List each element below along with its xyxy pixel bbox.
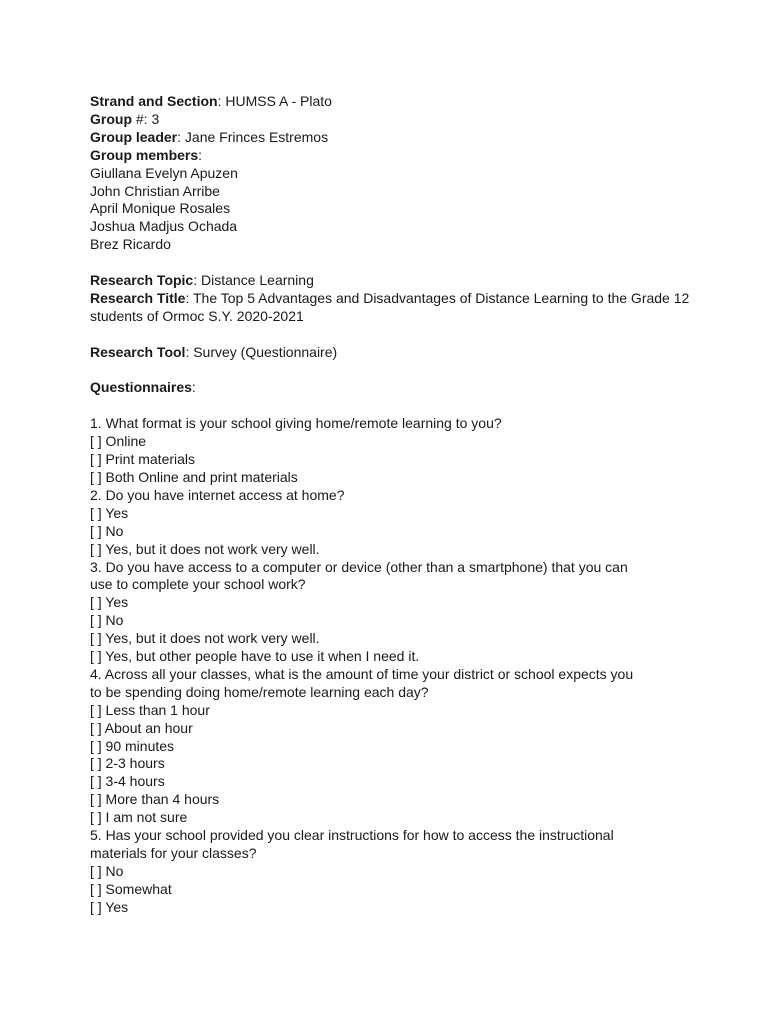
separator: : <box>177 128 185 145</box>
group-member: Brez Ricardo <box>90 236 171 253</box>
group-number-value: 3 <box>151 110 160 127</box>
strand-section-label: Strand and Section <box>90 93 218 109</box>
research-topic-value: Distance Learning <box>201 272 314 289</box>
group-member: Joshua Madjus Ochada <box>90 218 238 235</box>
question-text: 4. Across all your classes, what is the amount of time your district or school expects you <box>90 665 634 682</box>
question-text-continued: materials for your classes? <box>90 845 257 861</box>
spacer <box>90 397 690 415</box>
question-text: 3. Do you have access to a computer or device (other than a smartphone) that you can <box>90 558 628 575</box>
spacer <box>90 254 690 272</box>
group-member: Giullana Evelyn Apuzen <box>90 164 238 181</box>
answer-option[interactable]: [ ] No <box>90 612 124 629</box>
answer-option[interactable]: [ ] 90 minutes <box>90 737 175 754</box>
answer-option[interactable]: [ ] Both Online and print materials <box>90 468 298 485</box>
group-member: April Monique Rosales <box>90 200 231 217</box>
group-members-heading <box>90 147 690 165</box>
document-page <box>90 93 690 917</box>
research-topic-line <box>90 272 690 290</box>
research-tool-line <box>90 344 690 362</box>
research-tool-label: Research Tool <box>90 343 186 360</box>
separator: : <box>191 379 196 396</box>
answer-option[interactable]: [ ] Yes, but it does not work very well. <box>90 630 320 647</box>
answer-option[interactable]: [ ] I am not sure <box>90 809 188 826</box>
separator: : <box>217 93 226 109</box>
answer-option[interactable]: [ ] About an hour <box>90 719 193 736</box>
group-member: John Christian Arribe <box>90 182 220 199</box>
answer-option[interactable]: [ ] Yes <box>90 898 129 915</box>
research-topic-label: Research Topic <box>90 272 194 289</box>
answer-option[interactable]: [ ] Less than 1 hour <box>90 701 210 718</box>
question-text: 1. What format is your school giving home/remote learning to you? <box>90 415 502 432</box>
strand-section-line <box>90 93 690 111</box>
question-text-continued: to be spending doing home/remote learning each day? <box>90 683 429 700</box>
answer-option[interactable]: [ ] No <box>90 862 124 879</box>
strand-section-value: HUMSS A - Plato <box>225 93 332 109</box>
answer-option[interactable]: [ ] Somewhat <box>90 880 172 897</box>
question-text: 5. Has your school provided you clear instructions for how to access the instructional <box>90 827 614 844</box>
group-members-label: Group members <box>90 146 199 163</box>
question-text: 2. Do you have internet access at home? <box>90 486 345 503</box>
group-leader-line <box>90 129 690 147</box>
answer-option[interactable]: [ ] Yes <box>90 504 129 521</box>
questionnaires-label: Questionnaires <box>90 379 192 396</box>
separator: : <box>198 146 203 163</box>
separator: : <box>185 289 193 306</box>
spacer <box>90 362 690 380</box>
questionnaires-heading <box>90 379 690 397</box>
group-number-label: Group <box>90 110 132 127</box>
group-number-line <box>90 111 690 129</box>
research-tool-value: Survey (Questionnaire) <box>193 343 338 360</box>
answer-option[interactable]: [ ] Print materials <box>90 451 196 468</box>
research-title-value: The Top 5 Advantages and Disadvantages of Distance Learning to the Grade 12 students of Ormoc S.Y. 2020-2021 <box>90 289 690 324</box>
answer-option[interactable]: [ ] Yes, but it does not work very well. <box>90 540 320 557</box>
answer-option[interactable]: [ ] No <box>90 522 124 539</box>
answer-option[interactable]: [ ] Yes <box>90 594 129 611</box>
answer-option[interactable]: [ ] 2-3 hours <box>90 755 165 772</box>
separator: : <box>193 272 202 289</box>
answer-option[interactable]: [ ] 3-4 hours <box>90 773 165 790</box>
separator: #: <box>132 110 152 127</box>
research-title-label: Research Title <box>90 289 186 306</box>
research-title-line <box>90 290 690 326</box>
answer-option[interactable]: [ ] More than 4 hours <box>90 791 220 808</box>
answer-option[interactable]: [ ] Yes, but other people have to use it when I need it. <box>90 648 420 665</box>
group-leader-value: Jane Frinces Estremos <box>184 128 329 145</box>
group-leader-label: Group leader <box>90 128 178 145</box>
separator: : <box>185 343 194 360</box>
question-text-continued: use to complete your school work? <box>90 576 306 593</box>
spacer <box>90 326 690 344</box>
answer-option[interactable]: [ ] Online <box>90 433 147 450</box>
